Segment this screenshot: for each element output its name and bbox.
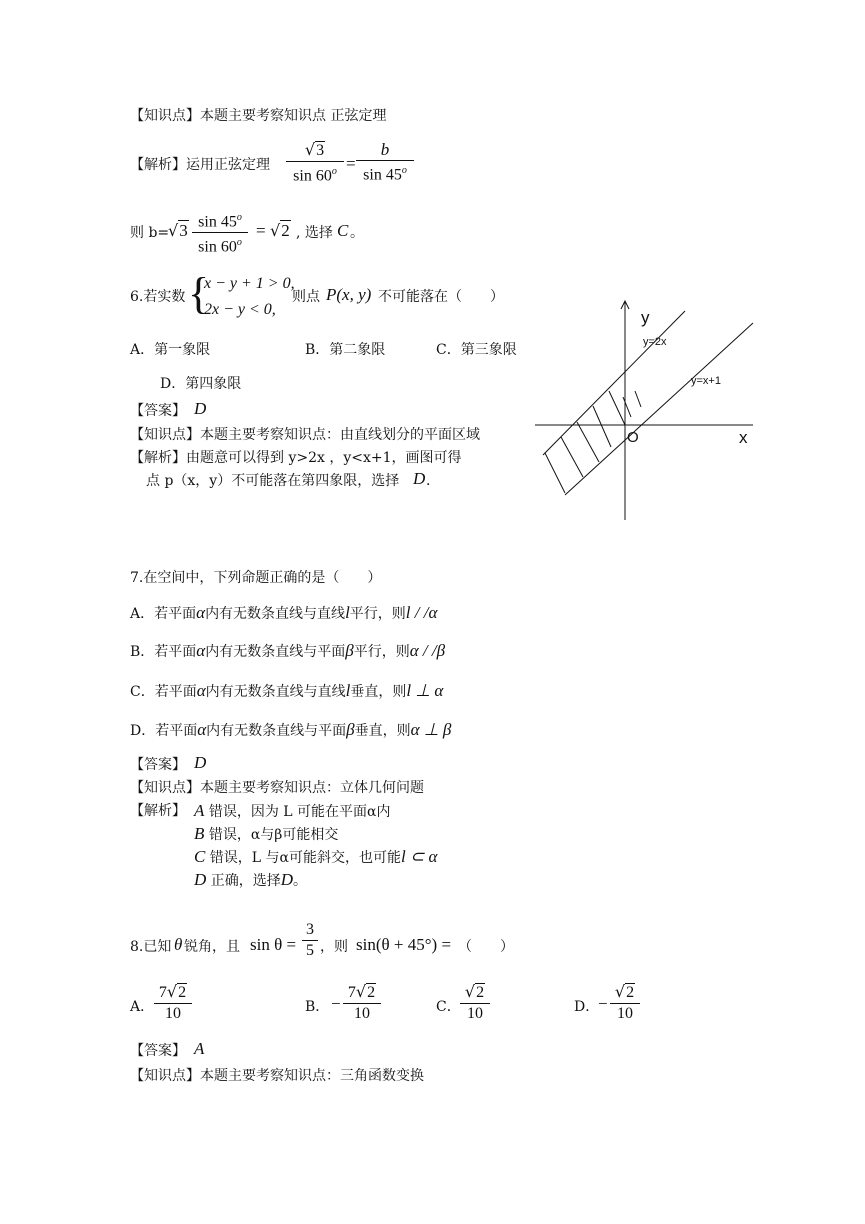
q5-frac3-den: sin 60	[198, 238, 237, 256]
q5-frac1-den: sin 60	[293, 167, 332, 185]
q6-analysis-2: 点 p（x，y）不可能落在第四象限，选择	[146, 473, 400, 489]
q8-option-d-label: D．	[574, 999, 600, 1015]
q6-analysis-2-choice: D	[413, 469, 426, 488]
q8-option-d: √2 10	[610, 982, 640, 1024]
q5-fraction-3	[192, 208, 248, 258]
q7-analysis-2: B 错误，α与β可能相交	[194, 824, 339, 843]
q8-sin: sin θ =	[250, 935, 297, 954]
q5-deg-sup-4: o	[236, 237, 242, 249]
q7-option-b: B．若平面α内有无数条直线与平面β平行，则α / /β	[130, 641, 446, 660]
graph-x-label: x	[739, 428, 748, 447]
q5-fraction-2	[356, 140, 414, 185]
graph-y-label: y	[641, 308, 650, 327]
q5-deg-sup-2: o	[401, 165, 407, 176]
q5-period: 。	[350, 225, 364, 241]
q7-knowledge: 【知识点】本题主要考察知识点：立体几何问题	[130, 780, 424, 796]
q7-option-c: C．若平面α内有无数条直线与直线l垂直，则l ⊥ α	[130, 681, 444, 700]
q8-then: ，则	[320, 939, 348, 955]
q6-option-b: B．第二象限	[305, 342, 386, 358]
q8-fraction	[302, 920, 318, 961]
q5-sqrt3: √3	[168, 221, 188, 240]
q6-then: 则点	[292, 289, 320, 305]
q7-analysis-1: A 错误，因为 L 可能在平面α内	[194, 801, 391, 820]
q8-answer-label: 【答案】	[130, 1043, 186, 1059]
q7-analysis-label: 【解析】	[130, 803, 186, 819]
graph-origin-label: O	[627, 429, 639, 446]
q8-option-c-label: C．	[436, 999, 461, 1015]
q5-equals: =	[346, 154, 356, 173]
q5-fraction-1: √3 sin 60$^o$	[286, 140, 344, 186]
q8-option-d-sign: −	[598, 994, 608, 1013]
q8-mid: 锐角，且	[184, 939, 240, 955]
q6-suffix: 不可能落在（ ）	[378, 289, 504, 305]
q7-analysis-3: C 错误，L 与α可能斜交，也可能l ⊂ α	[194, 847, 438, 866]
q5-frac2-num: b	[380, 140, 390, 159]
q6-inequality-1: x − y + 1 > 0,	[204, 275, 295, 292]
q8-option-b-label: B．	[305, 999, 330, 1015]
q5-sqrt2: √2	[270, 221, 290, 240]
q5-frac2-den: sin 45	[363, 166, 402, 184]
q6-answer-label: 【答案】	[130, 403, 186, 419]
q8-option-a: 7√2 10	[154, 982, 192, 1024]
q6-prefix: 6.若实数	[130, 289, 186, 305]
q6-graph	[525, 295, 765, 525]
q6-answer: D	[194, 399, 207, 418]
q8-prefix: 8.已知	[130, 939, 172, 955]
q6-analysis-1: 【解析】由题意可以得到 y>2x ，y<x+1，画图可得	[130, 450, 462, 466]
q7-analysis-4: D 正确，选择D。	[194, 870, 308, 889]
q7-option-a: A．若平面α内有无数条直线与直线l平行，则l / /α	[130, 603, 438, 622]
graph-line1-label: y=2x	[643, 336, 667, 348]
q7-answer-label: 【答案】	[130, 757, 186, 773]
q6-knowledge: 【知识点】本题主要考察知识点：由直线划分的平面区域	[130, 427, 480, 443]
q5-choice: C	[337, 221, 349, 240]
q8-option-b: 7√2 10	[343, 982, 381, 1024]
q5-then-suffix: , 选择	[296, 225, 333, 241]
q8-option-a-label: A．	[130, 999, 155, 1015]
q6-brace: {	[188, 269, 210, 318]
q7-stem: 7.在空间中，下列命题正确的是（ ）	[130, 570, 382, 586]
q5-frac3-num: sin 45	[198, 213, 237, 231]
q7-option-d: D．若平面α内有无数条直线与平面β垂直，则α ⊥ β	[130, 720, 452, 739]
q5-analysis-prefix: 【解析】运用正弦定理	[130, 157, 270, 173]
q8-frac-den: 5	[306, 942, 314, 959]
q8-suffix: （ ）	[458, 939, 514, 955]
q5-then-prefix: 则 b=	[130, 225, 170, 241]
q6-option-c: C．第三象限	[436, 342, 517, 358]
q7-answer: D	[194, 753, 207, 772]
q8-option-c: √2 10	[460, 982, 490, 1024]
q5-deg-sup-3: o	[236, 212, 242, 223]
q6-analysis-2-end: .	[426, 473, 431, 489]
q5-deg-sup-1: o	[331, 166, 337, 177]
q8-theta: θ	[174, 935, 183, 954]
q6-point: P(x, y)	[326, 285, 372, 304]
q5-equals-2: =	[256, 221, 266, 240]
q5-frac1-num: 3	[316, 142, 325, 159]
graph-line2-label: y=x+1	[691, 375, 721, 387]
q8-option-b-sign: −	[331, 994, 341, 1013]
line-y-2x	[543, 311, 685, 455]
q8-answer: A	[194, 1039, 205, 1058]
q8-expr: sin(θ + 45°) =	[356, 935, 452, 954]
line-y-x-plus-1	[565, 323, 753, 495]
q6-inequality-2: 2x − y < 0,	[204, 301, 276, 318]
q6-option-a: A．第一象限	[130, 342, 211, 358]
q5-knowledge: 【知识点】本题主要考察知识点 正弦定理	[130, 108, 387, 124]
q8-frac-num: 3	[306, 921, 314, 938]
q6-option-d: D．第四象限	[160, 376, 242, 392]
q8-knowledge: 【知识点】本题主要考察知识点：三角函数变换	[130, 1068, 424, 1084]
